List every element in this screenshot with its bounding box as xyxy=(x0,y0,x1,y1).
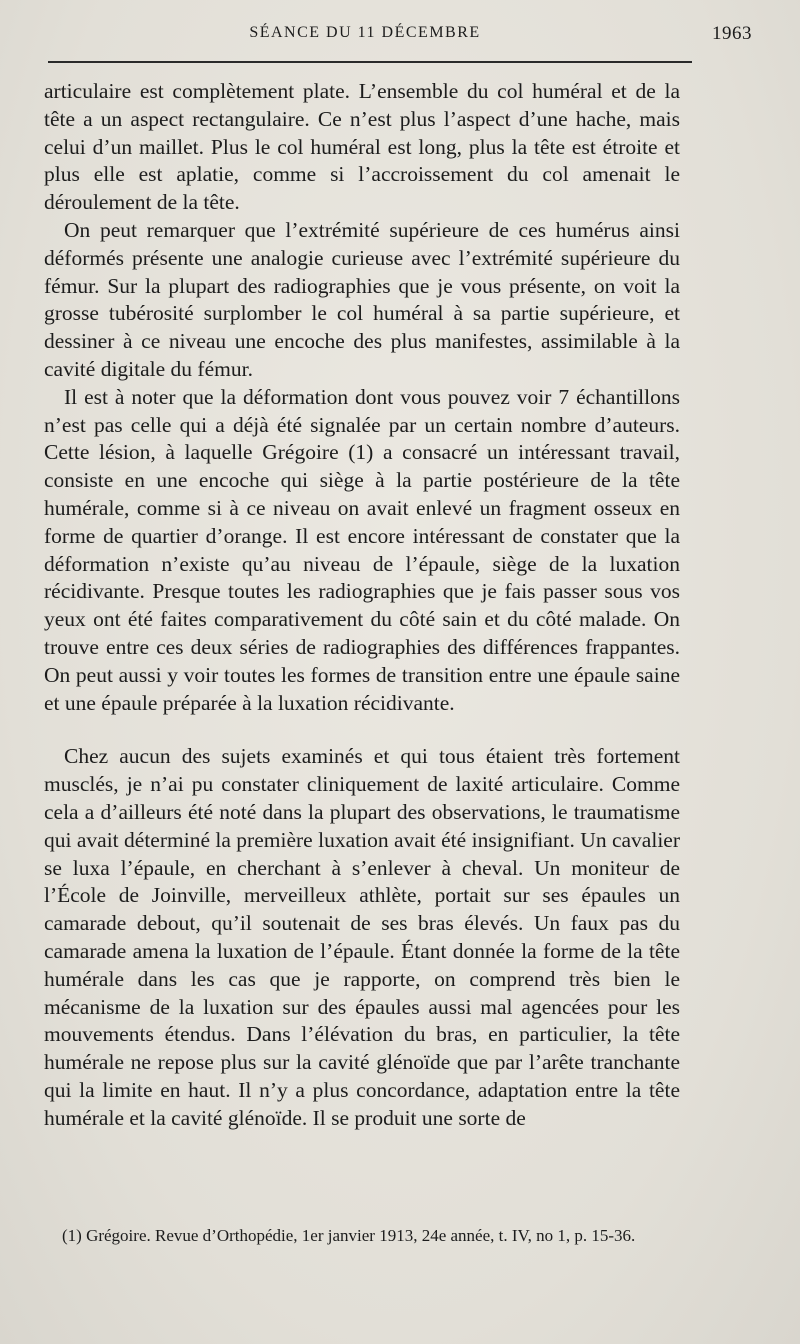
body-text xyxy=(44,78,680,1132)
header-rule xyxy=(48,61,692,63)
running-header xyxy=(48,18,752,48)
running-title: SÉANCE DU 11 DÉCEMBRE xyxy=(249,24,481,41)
page-number: 1963 xyxy=(712,23,752,44)
footnote xyxy=(44,1224,684,1248)
footnote-text: (1) Grégoire. Revue d’Orthopédie, 1er janvier 1913, 24e année, t. IV, no 1, p. 15-36. xyxy=(62,1226,636,1245)
paragraph: articulaire est complètement plate. L’ensemble du col huméral et de la tête a un aspect rectangulaire. Ce n’est plus l’aspect d’une hache, mais celui d’un maillet. Plus le col huméral est long, plus la tête est étroite et plus elle est aplatie, comme si l’accroissement du col amenait le déroulement de la tête. xyxy=(44,79,680,215)
paragraph: On peut remarquer que l’extrémité supérieure de ces humérus ainsi déformés présente une analogie curieuse avec l’extrémité supérieure du fémur. Sur la plupart des radiographies que je vous présente, on voit la grosse tubérosité surplomber le col huméral à sa partie supérieure, et dessiner à ce niveau une encoche des plus manifestes, assimilable à la cavité digitale du fémur. xyxy=(44,217,680,381)
paragraph: Il est à noter que la déformation dont vous pouvez voir 7 échantillons n’est pas celle qui a déjà été signalée par un certain nombre d’auteurs. Cette lésion, à laquelle Grégoire (1) a consacré un intéressant travail, consiste en une encoche qui siège à la partie postérieure de la tête humérale, comme si à ce niveau on avait enlevé un fragment osseux en forme de quartier d’orange. Il est encore intéressant de constater que la déformation n’existe qu’au niveau de l’épaule, siège de la luxation récidivante. Presque toutes les radiographies que je fais passer sous vos yeux ont été faites comparativement du côté sain et du côté malade. On trouve entre ces deux séries de radiographies des différences frappantes. On peut aussi y voir toutes les formes de transition entre une épaule saine et une épaule préparée à la luxation récidivante. xyxy=(44,384,680,715)
paragraph: Chez aucun des sujets examinés et qui tous étaient très fortement musclés, je n’ai pu constater cliniquement de laxité articulaire. Comme cela a d’ailleurs été noté dans la plupart des observations, le traumatisme qui avait déterminé la première luxation avait été insignifiant. Un cavalier se luxa l’épaule, en cherchant à s’enlever à cheval. Un moniteur de l’École de Joinville, merveilleux athlète, portait sur ses épaules un camarade debout, qu’il soutenait de ses bras élevés. Un faux pas du camarade amena la luxation de l’épaule. Étant donnée la forme de la tête humérale dans les cas que je rapporte, on comprend très bien le mécanisme de la luxation sur des épaules aussi mal agencées pour les mouvements étendus. Dans l’élévation du bras, en particulier, la tête humérale ne repose plus sur la cavité glénoïde que par l’arête tranchante qui la limite en haut. Il n’y a plus concordance, adaptation entre la tête humérale et la cavité glénoïde. Il se produit une sorte de xyxy=(44,744,680,1130)
